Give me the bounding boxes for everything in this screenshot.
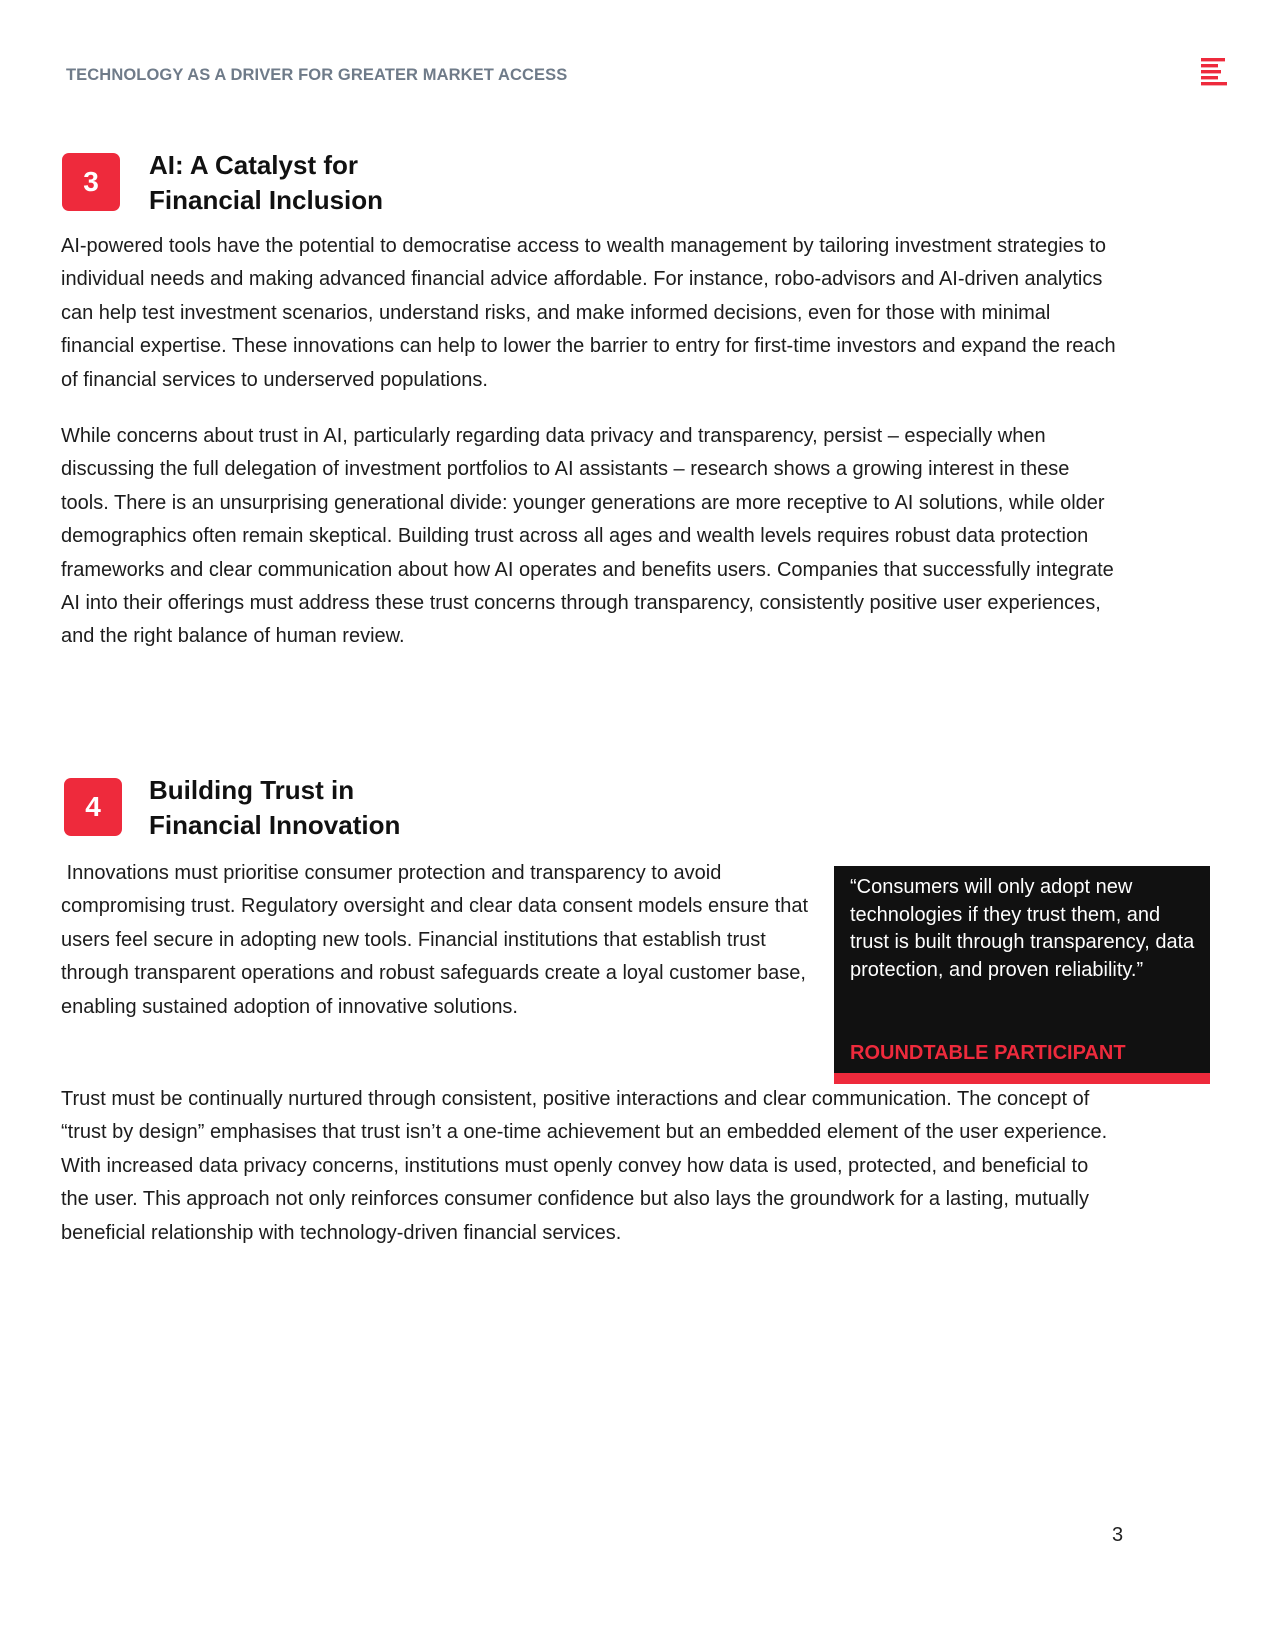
- section-title-line-2: Financial Innovation: [149, 810, 401, 840]
- section-title: [149, 773, 400, 843]
- section-number-badge: 3: [62, 153, 120, 211]
- section-title-line-1: Building Trust in: [149, 775, 355, 805]
- section-number-badge: 4: [64, 778, 122, 836]
- pull-quote: [834, 866, 1210, 1084]
- page-number: 3: [1112, 1524, 1124, 1546]
- running-title: TECHNOLOGY AS A DRIVER FOR GREATER MARKET ACCESS: [66, 66, 568, 84]
- body-paragraph: Innovations must prioritise consumer protection and transparency to avoid compromising trust. Regulatory oversight and clear data consent models ensure that users feel secure in adopting new tools. Financial institutions that establish trust through transparent operations and robust safeguards create a loyal customer base, enabling sustained adoption of innovative solutions.: [61, 862, 814, 1018]
- body-paragraph: AI-powered tools have the potential to democratise access to wealth management by tailoring investment strategies to individual needs and making advanced financial advice affordable. For instance, robo-advisors and AI-driven analytics can help test investment scenarios, understand risks, and make informed decisions, even for those with minimal financial expertise. These innovations can help to lower the barrier to entry for first-time investors and expand the reach of financial services to underserved populations.: [61, 235, 1116, 391]
- quote-attribution: ROUNDTABLE PARTICIPANT: [850, 1042, 1126, 1064]
- stacked-lines-logo-icon: [1201, 58, 1229, 86]
- section-title-line-2: Financial Inclusion: [149, 185, 384, 215]
- body-paragraph: While concerns about trust in AI, particularly regarding data privacy and transparency, persist – especially when discussing the full delegation of investment portfolios to AI assistants – research shows a growing interest in these tools. There is an unsurprising generational divide: younger generations are more receptive to AI solutions, while older demographics often remain skeptical. Building trust across all ages and wealth levels requires robust data protection frameworks and clear communication about how AI operates and benefits users. Companies that successfully integrate AI into their offerings must address these trust concerns through transparency, consistently positive user experiences, and the right balance of human review.: [61, 425, 1114, 648]
- section-title: [149, 148, 383, 218]
- quote-text: “Consumers will only adopt new technologies if they trust them, and trust is built through transparency, data protection, and proven reliability.”: [850, 876, 1195, 982]
- body-paragraph: Trust must be continually nurtured through consistent, positive interactions and clear communication. The concept of “trust by design” emphasises that trust isn’t a one-time achievement but an embedded element of the user experience. With increased data privacy concerns, institutions must openly convey how data is used, protected, and beneficial to the user. This approach not only reinforces consumer confidence but also lays the groundwork for a lasting, mutually beneficial relationship with technology-driven financial services.: [61, 1088, 1108, 1244]
- section-title-line-1: AI: A Catalyst for: [149, 150, 358, 180]
